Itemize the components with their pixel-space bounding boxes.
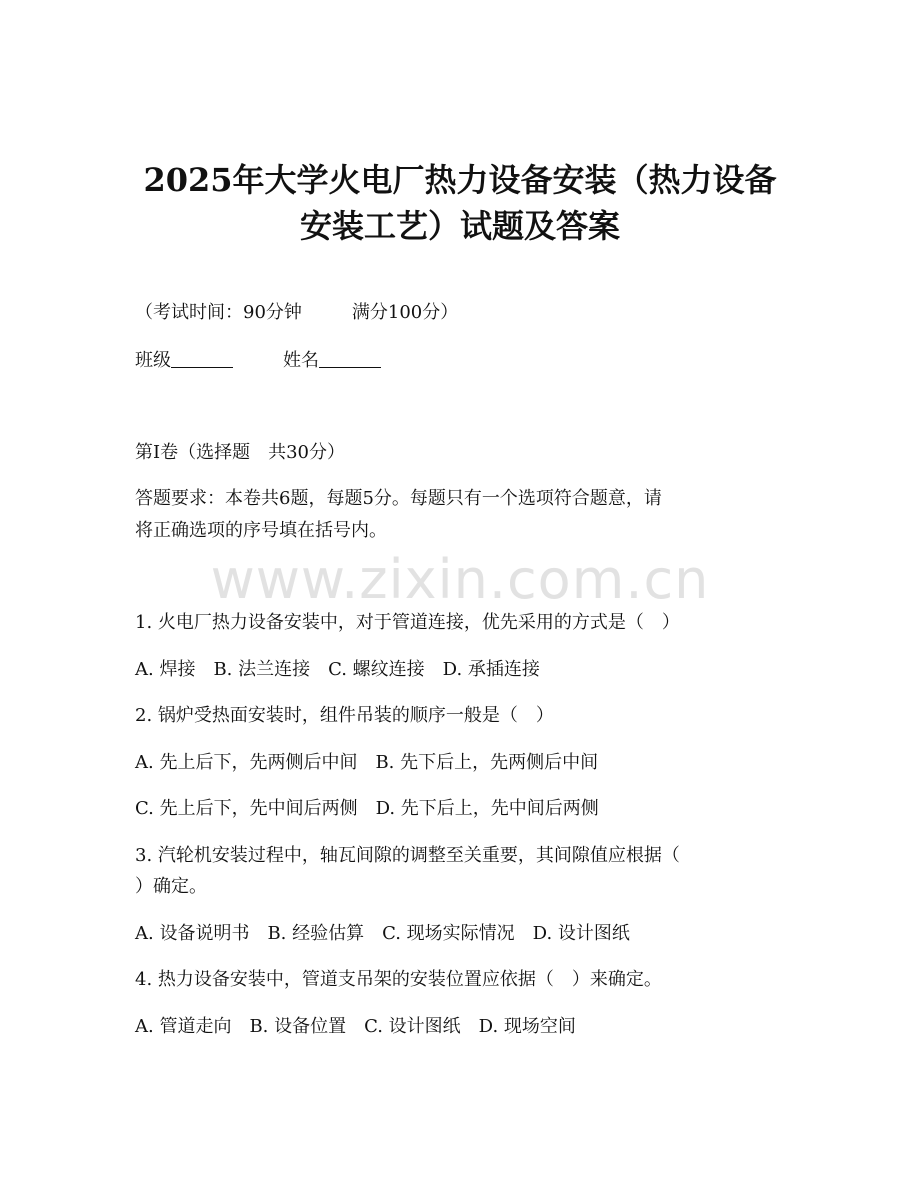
exam-info (135, 298, 785, 328)
question-4-stem: 4. 热力设备安装中，管道支吊架的安装位置应依据（ ）来确定。 (135, 969, 662, 990)
name-blank (319, 347, 381, 368)
question-1-options: A. 焊接 B. 法兰连接 C. 螺纹连接 D. 承插连接 (135, 659, 540, 680)
full-score: 满分100分） (351, 302, 459, 323)
question-3-stem-line-1: 3. 汽轮机安装过程中，轴瓦间隙的调整至关重要，其间隙值应根据（ (135, 845, 680, 866)
document-title-line-2: 安装工艺）试题及答案 (299, 207, 620, 245)
watermark-text: www.zixin.com.cn (210, 548, 710, 611)
name-label: 姓名 (283, 350, 319, 371)
exam-time: （考试时间：90分钟 (135, 302, 302, 323)
document-title-line-1: 2025年大学火电厂热力设备安装（热力设备 (143, 161, 777, 199)
class-blank (171, 347, 233, 368)
instruction-line-2: 将正确选项的序号填在括号内。 (135, 520, 387, 541)
question-1-stem: 1. 火电厂热力设备安装中，对于管道连接，优先采用的方式是（ ） (135, 612, 680, 633)
class-label: 班级 (135, 350, 171, 371)
section-header: 第I卷（选择题 共30分） (135, 442, 346, 463)
question-4-options: A. 管道走向 B. 设备位置 C. 设计图纸 D. 现场空间 (135, 1016, 576, 1037)
student-info (135, 346, 785, 376)
question-2-stem: 2. 锅炉受热面安装时，组件吊装的顺序一般是（ ） (135, 705, 554, 726)
question-2-options-line-1: A. 先上后下，先两侧后中间 B. 先下后上，先两侧后中间 (135, 752, 599, 773)
question-2-options-line-2: C. 先上后下，先中间后两侧 D. 先下后上，先中间后两侧 (135, 798, 599, 819)
question-3-options: A. 设备说明书 B. 经验估算 C. 现场实际情况 D. 设计图纸 (135, 923, 630, 944)
instruction-line-1: 答题要求：本卷共6题，每题5分。每题只有一个选项符合题意，请 (135, 488, 662, 509)
question-3-stem-line-2: ）确定。 (135, 876, 207, 897)
